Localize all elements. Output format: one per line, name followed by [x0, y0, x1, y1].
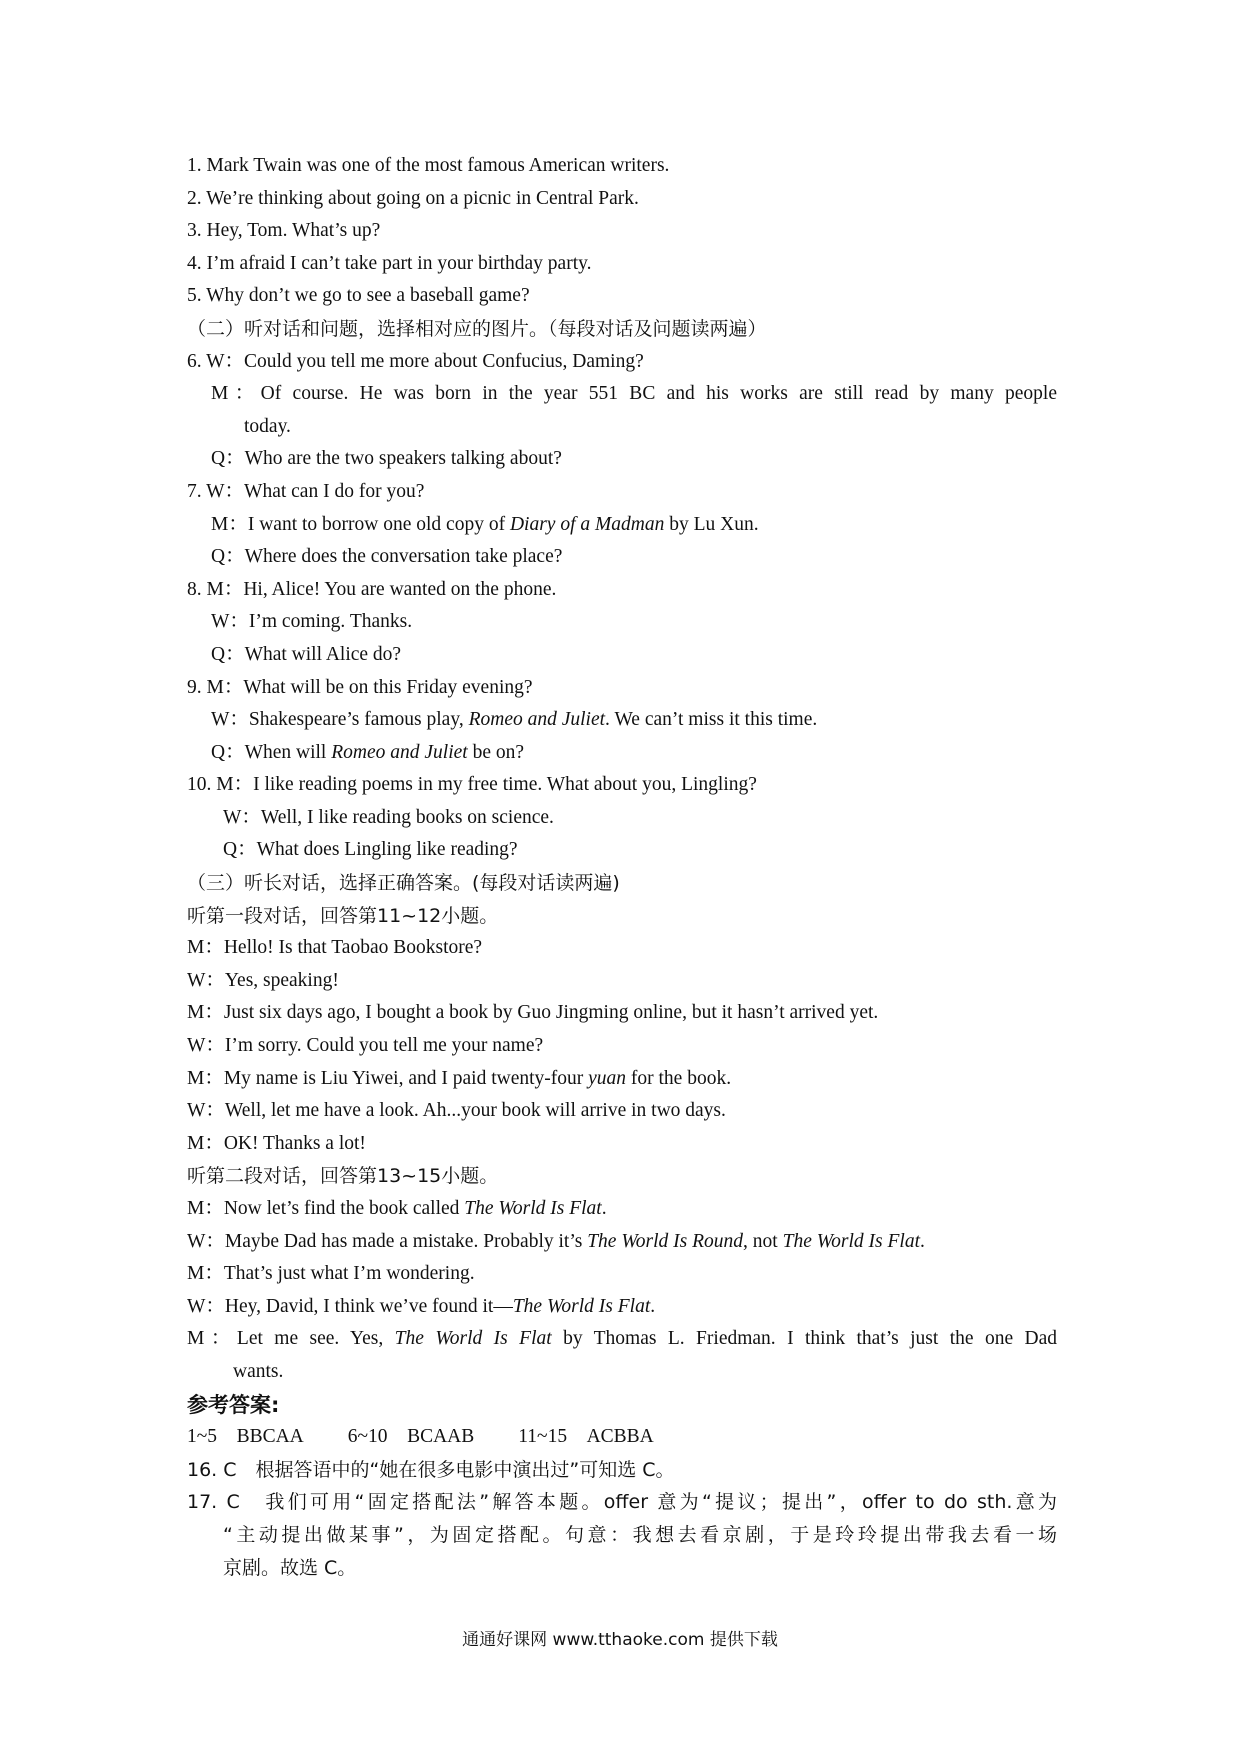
book-title: Diary of a Madman [509, 513, 665, 535]
answers-row: 1~5 BBCAA 6~10 BCAAB 11~15 ACBBA [187, 1426, 654, 1448]
q6-man-line-cont: today. [244, 415, 291, 437]
dialog-1-line: M：Hello! Is that Taobao Bookstore? [187, 937, 483, 959]
q8-woman-line: W：I’m coming. Thanks. [211, 611, 413, 633]
answer-16: 16. C 根据答语中的“她在很多电影中演出过”可知选 C。 [187, 1458, 675, 1481]
dialog-1-line: W：Yes, speaking! [187, 969, 339, 991]
answer-17-cont: 京剧。故选 C。 [223, 1556, 357, 1579]
dialog-1-header: 听第一段对话，回答第11~12小题。 [187, 904, 499, 927]
document-body [187, 150, 1057, 1584]
q7-woman-line: 7. W：What can I do for you? [187, 480, 425, 502]
dialog-2-header: 听第二段对话，回答第13~15小题。 [187, 1165, 499, 1188]
listening-line-3: 3. Hey, Tom. What’s up? [187, 220, 381, 242]
answer-17: 17. C 我们可用“固定搭配法”解答本题。offer 意为“提议；提出”，offer to do sth.意为 [187, 1491, 1057, 1514]
play-title: Romeo and Juliet [468, 709, 606, 731]
play-title: Romeo and Juliet [331, 741, 468, 763]
section-3-header: （三）听长对话，选择正确答案。(每段对话读两遍) [187, 872, 620, 895]
dialog-2-line-cont: wants. [233, 1360, 284, 1382]
q9-question: Q：When will Romeo and Juliet be on? [211, 741, 525, 763]
q8-man-line: 8. M：Hi, Alice! You are wanted on the phone. [187, 578, 557, 600]
dialog-2-line: W：Hey, David, I think we’ve found it—The World Is Flat. [187, 1295, 656, 1317]
answers-title: 参考答案: [187, 1392, 280, 1417]
dialog-2-line: M：Now let’s find the book called The World Is Flat. [187, 1198, 607, 1219]
dialog-2-line: W：Maybe Dad has made a mistake. Probably it’s The World Is Round, not The World Is Flat. [187, 1230, 925, 1252]
listening-line-1: 1. Mark Twain was one of the most famous American writers. [187, 155, 670, 176]
dialog-2-line: M：Let me see. Yes, The World Is Flat by Thomas L. Friedman. I think that’s just the one Dad [187, 1328, 1057, 1350]
q10-question: Q：What does Lingling like reading? [223, 839, 518, 861]
q10-man-line: 10. M：I like reading poems in my free time. What about you, Lingling? [187, 774, 757, 796]
dialog-1-line: W：Well, let me have a look. Ah...your book will arrive in two days. [187, 1100, 726, 1122]
q9-man-line: 9. M：What will be on this Friday evening? [187, 676, 533, 698]
page-footer: 通通好课网 www.tthaoke.com 提供下载 [462, 1630, 778, 1650]
q6-question: Q：Who are the two speakers talking about? [211, 448, 562, 470]
q7-man-line: M：I want to borrow one old copy of Diary of a Madman by Lu Xun. [211, 513, 759, 535]
dialog-1-line: W：I’m sorry. Could you tell me your name? [187, 1035, 544, 1057]
q10-woman-line: W：Well, I like reading books on science. [223, 806, 554, 828]
listening-line-4: 4. I’m afraid I can’t take part in your birthday party. [187, 252, 592, 274]
q7-question: Q：Where does the conversation take place? [211, 546, 563, 568]
q8-question: Q：What will Alice do? [211, 643, 402, 665]
dialog-1-line: M：My name is Liu Yiwei, and I paid twenty-four yuan for the book. [187, 1067, 732, 1089]
q9-woman-line: W：Shakespeare’s famous play, Romeo and Juliet. We can’t miss it this time. [211, 709, 818, 731]
dialog-1-line: M：Just six days ago, I bought a book by Guo Jingming online, but it hasn’t arrived yet. [187, 1002, 879, 1024]
q6-man-line: M：Of course. He was born in the year 551 BC and his works are still read by many people [211, 383, 1057, 405]
section-2-header: （二）听对话和问题，选择相对应的图片。（每段对话及问题读两遍） [187, 317, 767, 340]
listening-line-2: 2. We’re thinking about going on a picnic in Central Park. [187, 187, 639, 209]
q6-woman-line: 6. W：Could you tell me more about Confucius, Daming? [187, 350, 644, 372]
listening-line-5: 5. Why don’t we go to see a baseball game? [187, 285, 530, 307]
dialog-2-line: M：That’s just what I’m wondering. [187, 1263, 475, 1285]
answer-17-cont: “主动提出做某事”，为固定搭配。句意：我想去看京剧，于是玲玲提出带我去看一场 [223, 1523, 1057, 1546]
dialog-1-line: M：OK! Thanks a lot! [187, 1132, 366, 1154]
